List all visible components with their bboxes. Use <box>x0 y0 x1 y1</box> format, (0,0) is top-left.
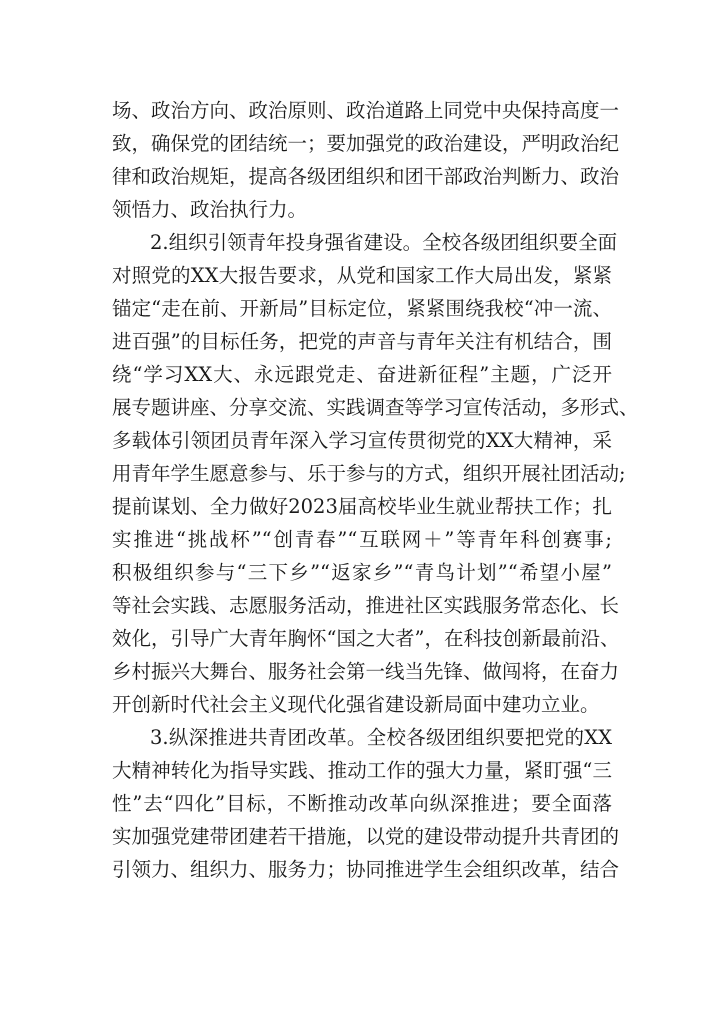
text-line: 多载体引领团员青年深入学习宣传贯彻党的XX大精神，采 <box>112 429 612 452</box>
text-line: 提前谋划、全力做好2023届高校毕业生就业帮扶工作；扎 <box>112 495 612 518</box>
text-line: 展专题讲座、分享交流、实践调查等学习宣传活动，多形式、 <box>112 396 639 419</box>
text-line: 绕“学习XX大、永远跟党走、奋进新征程”主题，广泛开 <box>112 363 612 386</box>
text-line: 对照党的XX大报告要求，从党和国家工作大局出发，紧紧 <box>112 264 612 287</box>
text-line: 乡村振兴大舞台、服务社会第一线当先锋、做闯将，在奋力 <box>112 660 620 683</box>
paragraph-3-first-line: 3.纵深推进共青团改革。全校各级团组织要把党的XX <box>150 726 612 749</box>
text-line: 用青年学生愿意参与、乐于参与的方式，组织开展社团活动; <box>112 462 626 485</box>
text-line: 致，确保党的团结统一；要加强党的政治建设，严明政治纪 <box>112 132 620 155</box>
text-line: 积极组织参与“三下乡”“返家乡”“青鸟计划”“希望小屋” <box>112 561 612 584</box>
text-line: 实推进“挑战杯”“创青春”“互联网＋”等青年科创赛事; <box>112 528 612 551</box>
text-line: 开创新时代社会主义现代化强省建设新局面中建功立业。 <box>112 693 600 716</box>
text-line: 大精神转化为指导实践、推动工作的强大力量，紧盯强“三 <box>112 759 612 782</box>
text-line: 进百强”的目标任务，把党的声音与青年关注有机结合，围 <box>112 330 612 353</box>
text-line: 领悟力、政治执行力。 <box>112 198 308 221</box>
text-line: 性”去“四化”目标，不断推动改革向纵深推进；要全面落 <box>112 792 612 815</box>
text-line: 引领力、组织力、服务力；协同推进学生会组织改革，结合 <box>112 858 620 881</box>
paragraph-2-first-line: 2.组织引领青年投身强省建设。全校各级团组织要全面 <box>150 231 618 254</box>
text-line: 效化，引导广大青年胸怀“国之大者”，在科技创新最前沿、 <box>112 627 620 650</box>
text-line: 实加强党建带团建若干措施，以党的建设带动提升共青团的 <box>112 825 620 848</box>
text-line: 律和政治规矩，提高各级团组织和团干部政治判断力、政治 <box>112 165 620 188</box>
text-line: 等社会实践、志愿服务活动，推进社区实践服务常态化、长 <box>112 594 620 617</box>
text-line: 锚定“走在前、开新局”目标定位，紧紧围绕我校“冲一流、 <box>112 297 612 320</box>
text-line: 场、政治方向、政治原则、政治道路上同党中央保持高度一 <box>112 99 620 122</box>
